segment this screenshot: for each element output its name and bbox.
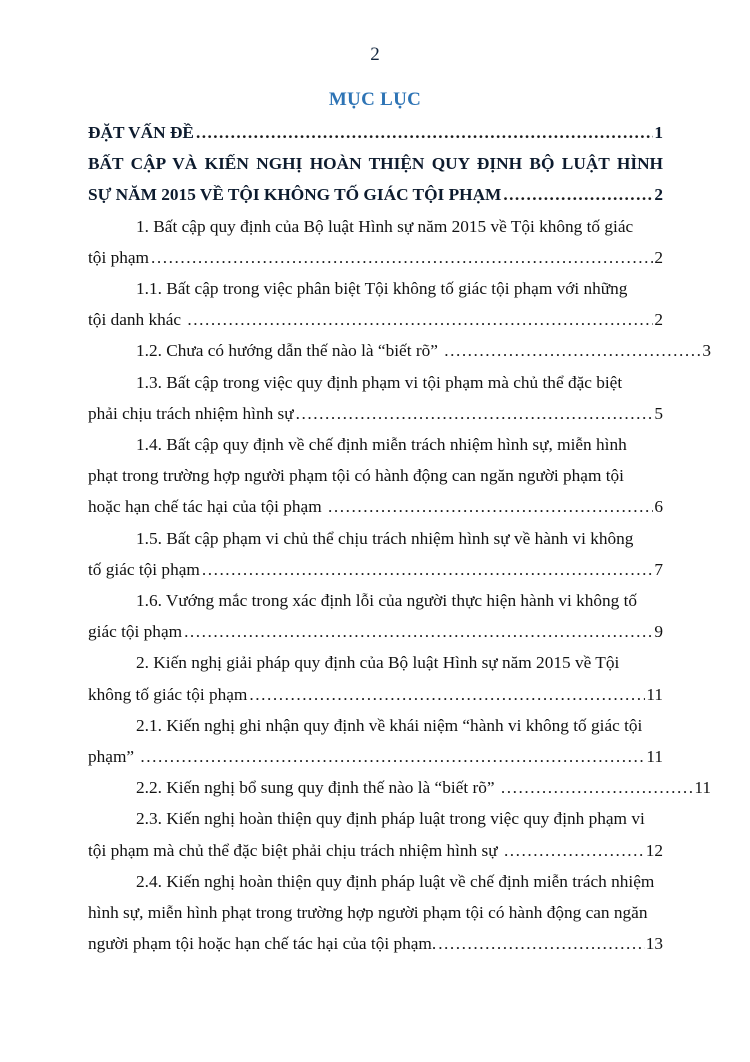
toc-page-number: 11 [646, 747, 663, 767]
toc-entry-line[interactable] [88, 117, 663, 148]
toc-entry-text: 1.4. Bất cập quy định về chế định miễn trách nhiệm hình sự, miễn hình [136, 435, 627, 455]
dot-leader [503, 179, 653, 210]
toc-entry-line[interactable] [88, 429, 663, 460]
dot-leader [184, 616, 653, 647]
toc-entry-text: ĐẶT VẤN ĐỀ [88, 123, 194, 142]
toc-entry-line[interactable] [88, 585, 663, 616]
toc-entry-text: phạm” [88, 747, 139, 767]
dot-leader [151, 242, 653, 273]
toc-entry-text: tội phạm [88, 247, 149, 267]
toc-entry-tail [88, 772, 711, 803]
toc-entry-text: SỰ NĂM 2015 VỀ TỘI KHÔNG TỐ GIÁC TỘI PHẠM [88, 185, 502, 205]
toc-entry-line[interactable] [88, 211, 663, 242]
toc-entry-text: hình sự, miễn hình phạt trong trường hợp người phạm tội có hành động can ngăn [88, 903, 648, 923]
toc-entry-line[interactable] [88, 616, 663, 647]
toc-entry-text: phải chịu trách nhiệm hình sự [88, 403, 294, 423]
toc-entry-tail [88, 491, 663, 522]
toc-entry-text: tội phạm mà chủ thể đặc biệt phải chịu trách nhiệm hình sự [88, 840, 502, 860]
toc-entry-text: phạt trong trường hợp người phạm tội có hành động can ngăn người phạm tội [88, 466, 624, 486]
toc-entry-line[interactable] [88, 679, 663, 710]
toc-entry-line[interactable] [88, 148, 663, 179]
toc-page-number: 9 [654, 622, 663, 642]
toc-page-number: 11 [694, 778, 711, 798]
toc-entry-text: 2.1. Kiến nghị ghi nhận quy định về khái niệm “hành vi không tố giác tội [136, 715, 643, 735]
toc-entry-tail [88, 554, 663, 585]
toc-entry-text: 1.2. Chưa có hướng dẫn thế nào là “biết rõ” [136, 341, 443, 361]
toc-page-number: 7 [654, 559, 663, 579]
toc-entry-line[interactable] [88, 460, 663, 491]
dot-leader [296, 398, 654, 429]
toc-entry-tail [88, 741, 663, 772]
toc-entry-line[interactable] [88, 928, 663, 959]
toc-entry-text: người phạm tội hoặc hạn chế tác hại của tội phạm. [88, 934, 437, 954]
toc-page-number: 12 [645, 840, 663, 860]
dot-leader [196, 117, 653, 148]
toc-page-number: 2 [654, 185, 663, 205]
toc-entry-tail [88, 179, 663, 210]
toc-entry-text: 1.6. Vướng mắc trong xác định lỗi của người thực hiện hành vi không tố [136, 591, 638, 611]
toc-entry-line[interactable] [88, 772, 711, 803]
toc-entry-text: BẤT CẬP VÀ KIẾN NGHỊ HOÀN THIỆN QUY ĐỊNH BỘ LUẬT HÌNH [88, 154, 663, 174]
toc-entry-line[interactable] [88, 741, 663, 772]
toc-entry-text: 1.3. Bất cập trong việc quy định phạm vi tội phạm mà chủ thể đặc biệt [136, 372, 623, 392]
dot-leader [202, 554, 654, 585]
dot-leader [501, 772, 694, 803]
toc-entry-text: 2.3. Kiến nghị hoàn thiện quy định pháp luật trong việc quy định phạm vi [136, 809, 645, 829]
toc-page-number: 1 [654, 123, 663, 142]
dot-leader [249, 679, 645, 710]
toc-entry-line[interactable] [88, 523, 663, 554]
toc-entry-text: 1. Bất cập quy định của Bộ luật Hình sự năm 2015 về Tội không tố giác [136, 216, 634, 236]
toc-page-number: 6 [654, 497, 663, 517]
toc-entry-tail [88, 616, 663, 647]
toc-entry-line[interactable] [88, 803, 663, 834]
toc-entry-line[interactable] [88, 710, 663, 741]
toc-page-number: 2 [654, 310, 663, 330]
toc-page-number: 2 [654, 247, 663, 267]
toc-entry-line[interactable] [88, 866, 663, 897]
dot-leader [438, 928, 645, 959]
dot-leader [187, 304, 653, 335]
page-number: 2 [370, 44, 380, 65]
toc-entry-tail [88, 928, 663, 959]
toc-entry-line[interactable] [88, 273, 663, 304]
toc-entry-line[interactable] [88, 398, 663, 429]
toc-entry-text: hoặc hạn chế tác hại của tội phạm [88, 497, 326, 517]
toc-entry-text: 1.1. Bất cập trong việc phân biệt Tội không tố giác tội phạm với những [136, 279, 628, 299]
toc-entry-text: tố giác tội phạm [88, 559, 200, 579]
dot-leader [328, 491, 653, 522]
toc-entry-tail [88, 835, 663, 866]
toc-entry-line[interactable] [88, 554, 663, 585]
table-of-contents [88, 117, 711, 959]
toc-entry-text: không tố giác tội phạm [88, 684, 248, 704]
toc-entry-tail [88, 335, 711, 366]
dot-leader [140, 741, 645, 772]
toc-entry-line[interactable] [88, 367, 663, 398]
dot-leader [444, 335, 701, 366]
toc-entry-line[interactable] [88, 897, 663, 928]
toc-page-number: 13 [645, 934, 663, 954]
toc-entry-line[interactable] [88, 835, 663, 866]
dot-leader [504, 835, 645, 866]
toc-entry-line[interactable] [88, 242, 663, 273]
toc-page-number: 3 [702, 341, 711, 361]
toc-entry-tail [88, 242, 663, 273]
toc-entry-line[interactable] [88, 304, 663, 335]
toc-entry-line[interactable] [88, 179, 663, 210]
toc-entry-text: giác tội phạm [88, 622, 183, 642]
toc-entry-tail [88, 679, 663, 710]
toc-page-number: 5 [654, 403, 663, 423]
toc-entry-line[interactable] [88, 491, 663, 522]
toc-entry-text: 2.2. Kiến nghị bổ sung quy định thế nào là “biết rõ” [136, 778, 499, 798]
toc-entry-line[interactable] [88, 335, 711, 366]
toc-entry-text: 2. Kiến nghị giải pháp quy định của Bộ luật Hình sự năm 2015 về Tội [136, 653, 620, 673]
toc-entry-text: tội danh khác [88, 310, 186, 330]
toc-entry-tail [88, 398, 663, 429]
toc-entry-text: 2.4. Kiến nghị hoàn thiện quy định pháp luật về chế định miễn trách nhiệm [136, 871, 655, 891]
toc-entry-line[interactable] [88, 647, 663, 678]
toc-entry-text: 1.5. Bất cập phạm vi chủ thể chịu trách nhiệm hình sự về hành vi không [136, 528, 634, 548]
toc-entry-tail [88, 304, 663, 335]
toc-page-number: 11 [646, 684, 663, 704]
toc-entry-tail [88, 117, 663, 148]
page-title: MỤC LỤC [328, 89, 422, 110]
